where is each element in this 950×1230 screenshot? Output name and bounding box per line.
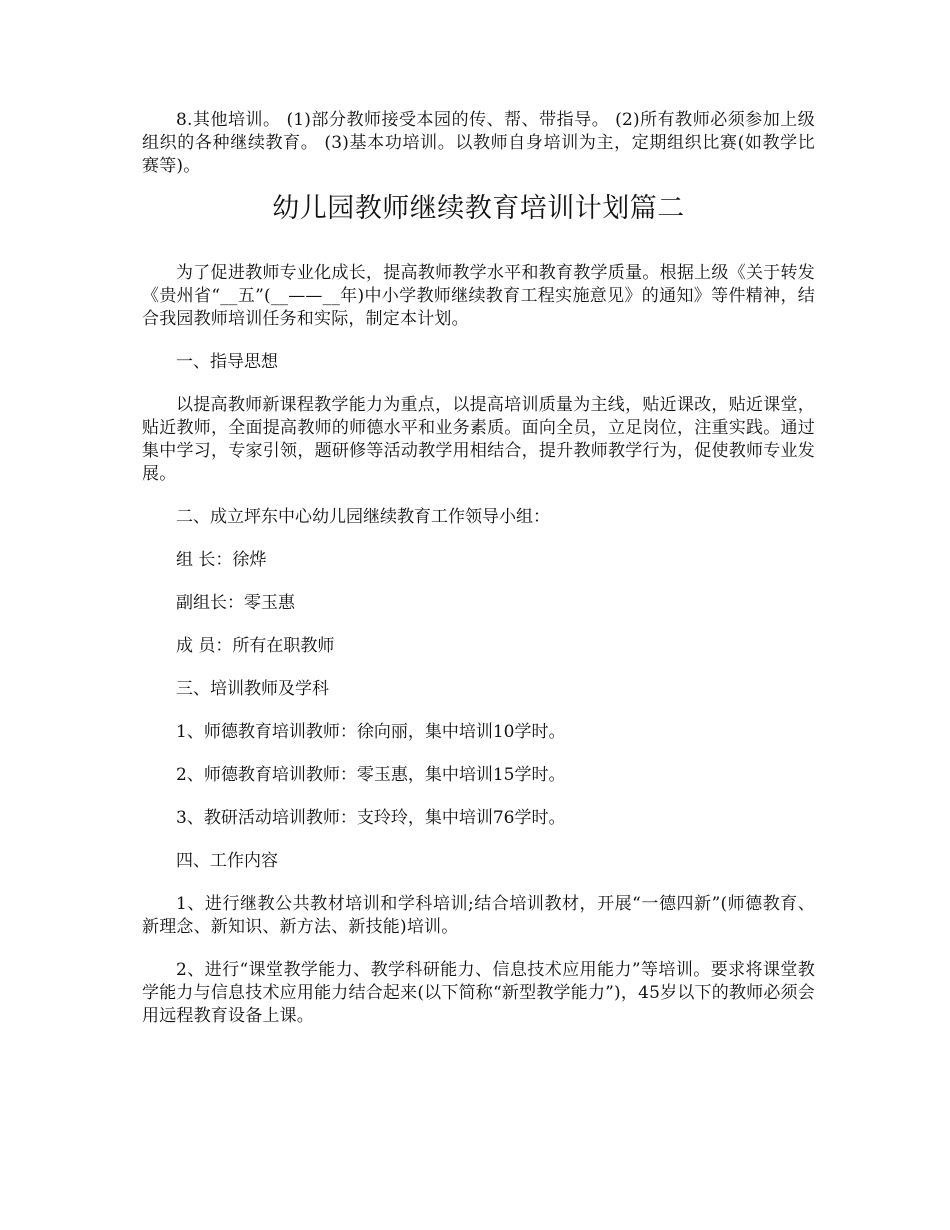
- training-item-3: 3、教研活动培训教师：支玲玲，集中培训76学时。: [176, 808, 566, 828]
- training-item-1: 1、师德教育培训教师：徐向丽，集中培训10学时。: [176, 722, 566, 742]
- heading-work-content: 四、工作内容: [176, 851, 278, 871]
- leader-line: 组 长：徐烨: [176, 550, 267, 570]
- document-title: 幼儿园教师继续教育培训计划篇二: [272, 193, 685, 224]
- deputy-leader-line: 副组长：零玉惠: [176, 593, 295, 613]
- paragraph-other-training: 8.其他培训。 (1)部分教师接受本园的传、帮、带指导。 (2)所有教师必须参加上级组织的各种继续教育。 (3)基本功培训。以教师自身培训为主，定期组织比赛(如教学比赛等)。: [142, 110, 815, 176]
- heading-training-teachers: 三、培训教师及学科: [176, 679, 329, 699]
- heading-leadership-group: 二、成立坪东中心幼儿园继续教育工作领导小组：: [176, 507, 550, 527]
- members-line: 成 员：所有在职教师: [176, 636, 335, 656]
- work-item-1: 1、进行继教公共教材培训和学科培训;结合培训教材，开展“一德四新”(师德教育、新理念、新知识、新方法、新技能)培训。: [142, 894, 815, 937]
- training-item-2: 2、师德教育培训教师：零玉惠，集中培训15学时。: [176, 765, 566, 785]
- paragraph-guiding-thought: 以提高教师新课程教学能力为重点，以提高培训质量为主线，贴近课改，贴近课堂，贴近教师，全面提高教师的师德水平和业务素质。面向全员，立足岗位，注重实践。通过集中学习，专家引领，题研修等活动教学用相结合，提升教师教学行为，促使教师专业发展。: [142, 395, 815, 484]
- paragraph-intro: 为了促进教师专业化成长，提高教师教学水平和教育教学质量。根据上级《关于转发《贵州省“__五”(__——__年)中小学教师继续教育工程实施意见》的通知》等件精神，结合我园教师培训任务和实际，制定本计划。: [142, 263, 815, 329]
- heading-guiding-thought: 一、指导思想: [176, 352, 278, 372]
- work-item-2: 2、进行“课堂教学能力、教学科研能力、信息技术应用能力”等培训。要求将课堂教学能力与信息技术应用能力结合起来(以下简称“新型教学能力”)，45岁以下的教师必须会用远程教育设备上课。: [142, 960, 815, 1026]
